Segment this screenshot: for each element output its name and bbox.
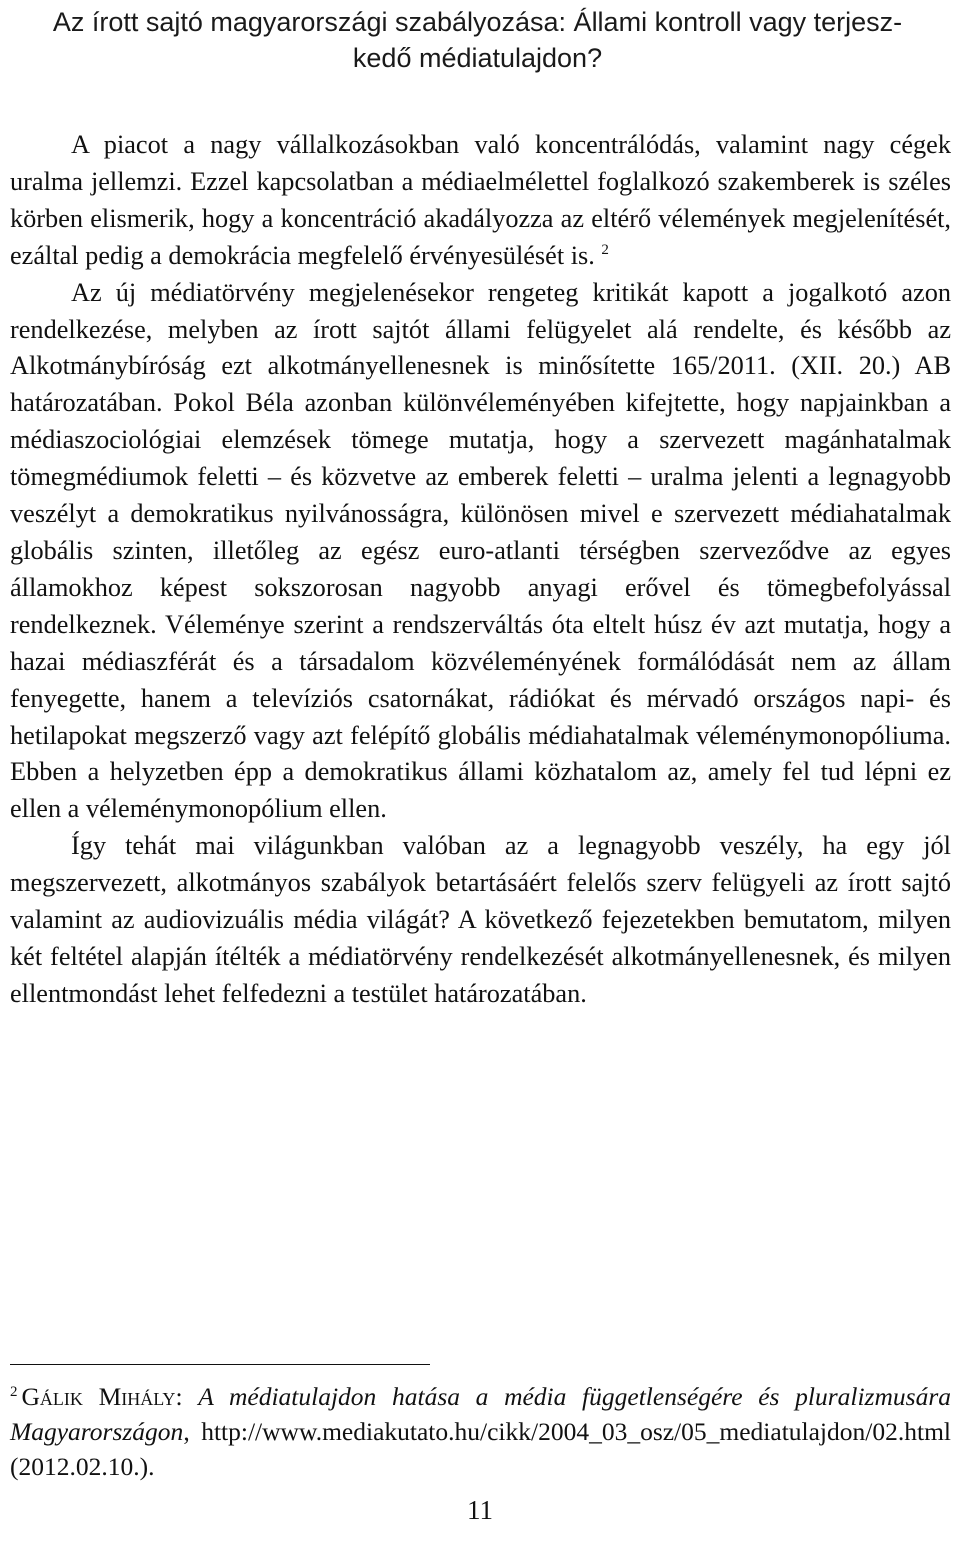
paragraph-1-text: A piacot a nagy vállalkozásokban való koncentrálódás, valamint nagy cégek uralma jellemzi. Ezzel kapcsolatban a médiaelmélettel foglalkozó szakemberek is széles körben elismerik, hogy a koncentráció akadályozza az eltérő vélemények megjelenítését, ezáltal pedig a demokrácia megfelelő érvényesülését is.	[10, 130, 951, 270]
footnote-author: Gálik Mihály	[21, 1382, 176, 1411]
footnote-reference[interactable]: 2	[601, 241, 609, 258]
paragraph-1	[10, 127, 951, 275]
paragraph-2: Az új médiatörvény megjelenésekor rengeteg kritikát kapott a jogalkotó azon rendelkezése, melyben az írott sajtót állami felügyelet alá rendelte, és később az Alkotmánybíróság ezt alkotmányellenesnek is minősítette 165/2011. (XII. 20.) AB határozatában. Pokol Béla azonban különvéleményében kifejtette, hogy napjainkban a médiaszociológiai elemzések tömege mutatja, hogy a szervezett magánhatalmak tömegmédiumok feletti – és közvetve az emberek feletti – uralma jelenti a legnagyobb veszélyt a demokratikus nyilvánosságra, különösen mivel e szervezett médiahatalmak globális szinten, illetőleg az egész euro-atlanti térségben szerveződve az egyes államokhoz képest sokszorosan nagyobb anyagi erővel és tömegbefolyással rendelkeznek. Véleménye szerint a rendszerváltás óta eltelt húsz év azt mutatja, hogy a hazai médiaszférát és a társadalom közvéleményének formálódását nem az állam fenyegette, hanem a televíziós csatornákat, rádiókat és mérvadó országos napi- és hetilapokat megszerző vagy azt felépítő globális médiahatalmak véleménymonopóliuma. Ebben a helyzetben épp a demokratikus állami közhatalom az, amely fel tud lépni ez ellen a véleménymonopólium ellen.	[10, 277, 951, 824]
body-text	[10, 127, 951, 1013]
paragraph-3: Így tehát mai világunkban valóban az a legnagyobb veszély, ha egy jól megszervezett, alkotmányos szabályok betartásáért felelős szerv felügyeli az írott sajtó valamint az audiovizuális média világát? A következő fejezetekben bemutatom, milyen két feltétel alapján ítélték a médiatörvény rendelkezését alkotmányellenesnek, és milyen ellentmondást lehet felfedezni a testület határozatában.	[10, 831, 951, 1008]
running-header	[10, 4, 945, 76]
footnote-title: A médiatulajdon hatása a média függetlenségére és pluralizmusára Magyarországon	[10, 1382, 951, 1446]
footnote-colon: :	[175, 1382, 183, 1411]
header-title-line-2: kedő médiatulajdon?	[352, 43, 603, 73]
footnote-reference-text: , http://www.mediakutato.hu/cikk/2004_03_osz/05_mediatulajdon/02.html (2012.02.10.).	[10, 1417, 951, 1481]
footnote-separator	[10, 1364, 430, 1365]
footnote	[10, 1379, 951, 1484]
footnote-number: 2	[10, 1384, 18, 1400]
page-number: 11	[467, 1495, 493, 1525]
header-title-line-1: Az írott sajtó magyarországi szabályozása: Állami kontroll vagy terjesz-	[52, 7, 903, 37]
